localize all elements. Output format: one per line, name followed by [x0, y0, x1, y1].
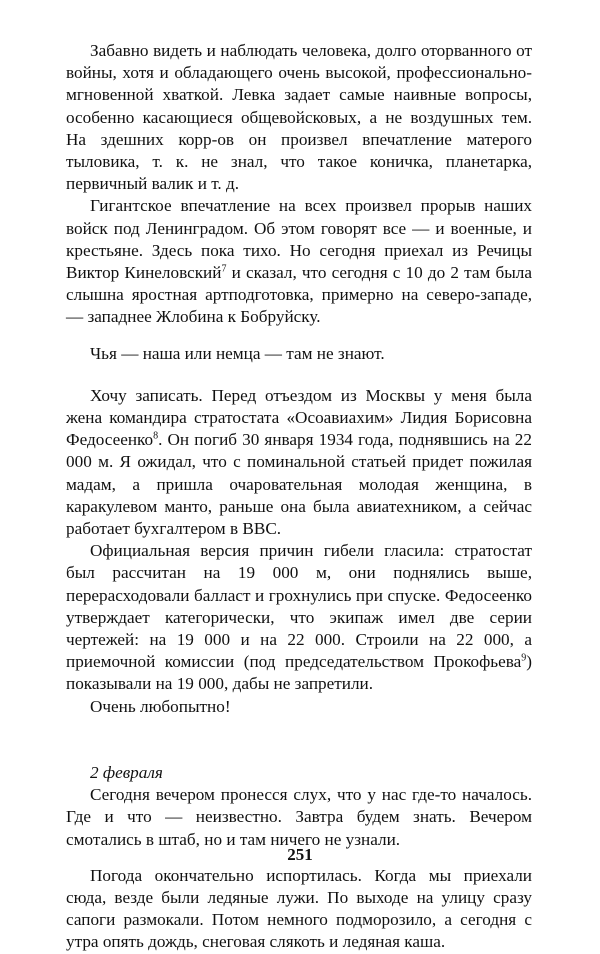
paragraph-official-version [66, 540, 532, 695]
paragraph-rumor: Сегодня вечером пронесся слух, что у нас где-то началось. Где и что — неизвестно. Завтра будем знать. Вечером смотались в штаб, но и там ничего не узнали. [66, 785, 532, 849]
page-number: 251 [287, 845, 313, 864]
paragraph-fedoseenko-text-cont: . Он погиб 30 января 1934 года, поднявшись на 22 000 м. Я ожидал, что с поминальной статьей придет пожилая мадам, а пришла очаровательная молодая женщина, в каракулевом манто, раньше она была авиатехником, а сейчас работает бухгалтером в ВВС. [66, 430, 532, 539]
date-heading: 2 февраля [90, 762, 163, 782]
footnote-marker-9: 9 [521, 652, 527, 664]
paragraph-leningrad-text-cont: и сказал, что сегодня с 10 до 2 там была слышна яростная артподготовка, примерно на северо-западе, — западнее Жлобина к Бобруйску. [66, 263, 532, 327]
paragraph-whose: Чья — наша или немца — там не знают. [90, 343, 385, 363]
paragraph-leningrad [66, 195, 532, 328]
paragraph-official-version-text: Официальная версия причин гибели гласила: стратостат был рассчитан на 19 000 м, они поднялись выше, перерасходовали балласт и грохнулись при спуске. Федосеенко утверждает категорически, что экипаж имел две серии чертежей: на 19 000 и на 22 000. Строили на 22 000, а приемочной комиссии (под председательством Прокофьева [66, 541, 532, 672]
paragraph-curious: Очень любопытно! [90, 696, 231, 716]
footnote-marker-7: 7 [221, 263, 227, 275]
paragraph-official-version-text-cont: ) показывали на 19 000, дабы не запретили. [66, 652, 532, 694]
footnote-marker-8: 8 [153, 430, 159, 442]
body-text [66, 40, 532, 954]
paragraph-fedoseenko-text: Хочу записать. Перед отъездом из Москвы у меня была жена командира стратостата «Осоавиахим» Лидия Борисовна Федосеенко [66, 385, 532, 450]
paragraph-weather: Погода окончательно испортилась. Когда мы приехали сюда, везде были ледяные лужи. По выходе на улицу сразу сапоги размокали. Потом немного подморозило, а сегодня с утра опять дождь, снеговая слякоть и ледяная каша. [66, 865, 532, 952]
paragraph-fedoseenko [66, 385, 532, 540]
paragraph-levka: Забавно видеть и наблюдать человека, долго оторванного от войны, хотя и обладающего очень высокой, профессионально-мгновенной хваткой. Левка задает самые наивные вопросы, особенно касающиеся общевойсковых, а не воздушных тем. На здешних корр-ов он произвел впечатление матерого тыловика, т. к. не знал, что такое коничка, планетарка, первичный валик и т. д. [66, 41, 532, 194]
paragraph-leningrad-text: Гигантское впечатление на всех произвел прорыв наших войск под Ленинградом. Об этом говорят все — и военные, и крестьяне. Здесь пока тихо. Но сегодня приехал из Речицы Виктор Кинеловский [66, 196, 532, 283]
